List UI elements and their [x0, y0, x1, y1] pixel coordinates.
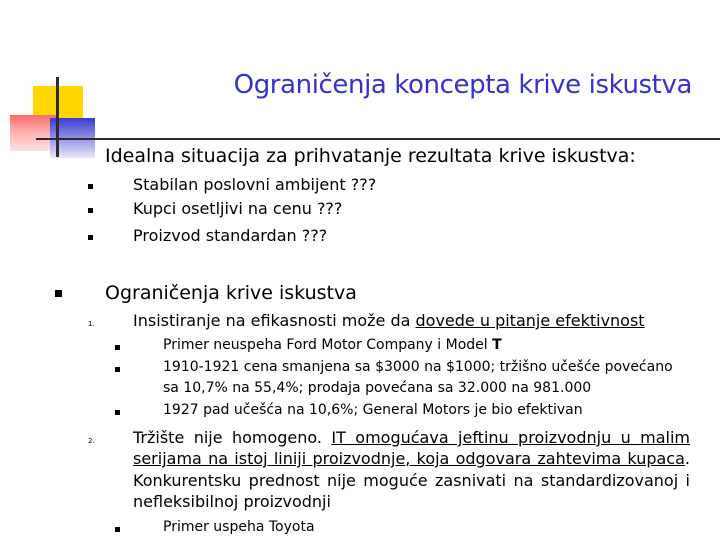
point2-line: Tržište nije homogeno. IT omogućava jeftinu proizvodnju u malim	[133, 428, 691, 447]
point2-line: serijama na istoj liniji proizvodnje, koja odgovara zahtevima kupaca.	[133, 449, 690, 468]
point1-text-underlined: dovede u pitanje efektivnost	[415, 311, 645, 330]
list-number: 2.	[88, 437, 95, 445]
title-underline	[36, 138, 720, 140]
bullet-icon	[115, 345, 120, 350]
bullet-icon	[115, 367, 120, 372]
bullet-icon	[55, 290, 62, 297]
bullet-icon	[115, 527, 120, 532]
bullet-icon	[88, 208, 93, 213]
intro-item: Stabilan poslovni ambijent ???	[133, 175, 377, 194]
bullet-icon	[88, 235, 93, 240]
point1-subitem: 1927 pad učešća na 10,6%; General Motors je bio efektivan	[163, 402, 583, 418]
point1-text	[133, 311, 645, 330]
point2-line: Konkurentsku prednost nije moguće zasnivati na standardizovanoj i	[133, 471, 690, 490]
slide-title: Ograničenja koncepta krive iskustva	[233, 70, 692, 100]
point2-line: nefleksibilnoj proizvodnji	[133, 492, 331, 511]
bullet-icon	[115, 410, 120, 415]
point1-subitem: 1910-1921 cena smanjena sa $3000 na $1000; tržišno učešće povećano	[163, 359, 673, 375]
limits-heading: Ograničenja krive iskustva	[105, 282, 357, 304]
logo-vertical-line	[56, 77, 59, 157]
intro-item: Kupci osetljivi na cenu ???	[133, 199, 343, 218]
point1-subitem-continuation: sa 10,7% na 55,4%; prodaja povećana sa 32.000 na 981.000	[163, 380, 592, 396]
point1-subitem: Primer neuspeha Ford Motor Company i Model T	[163, 337, 502, 353]
intro-heading: Idealna situacija za prihvatanje rezultata krive iskustva:	[105, 145, 636, 167]
list-number: 1.	[88, 320, 95, 328]
point2-subitem: Primer uspeha Toyota	[163, 519, 315, 535]
point1-text-plain: Insistiranje na efikasnosti može da	[133, 311, 416, 330]
intro-item: Proizvod standardan ???	[133, 226, 328, 245]
bullet-icon	[88, 184, 93, 189]
